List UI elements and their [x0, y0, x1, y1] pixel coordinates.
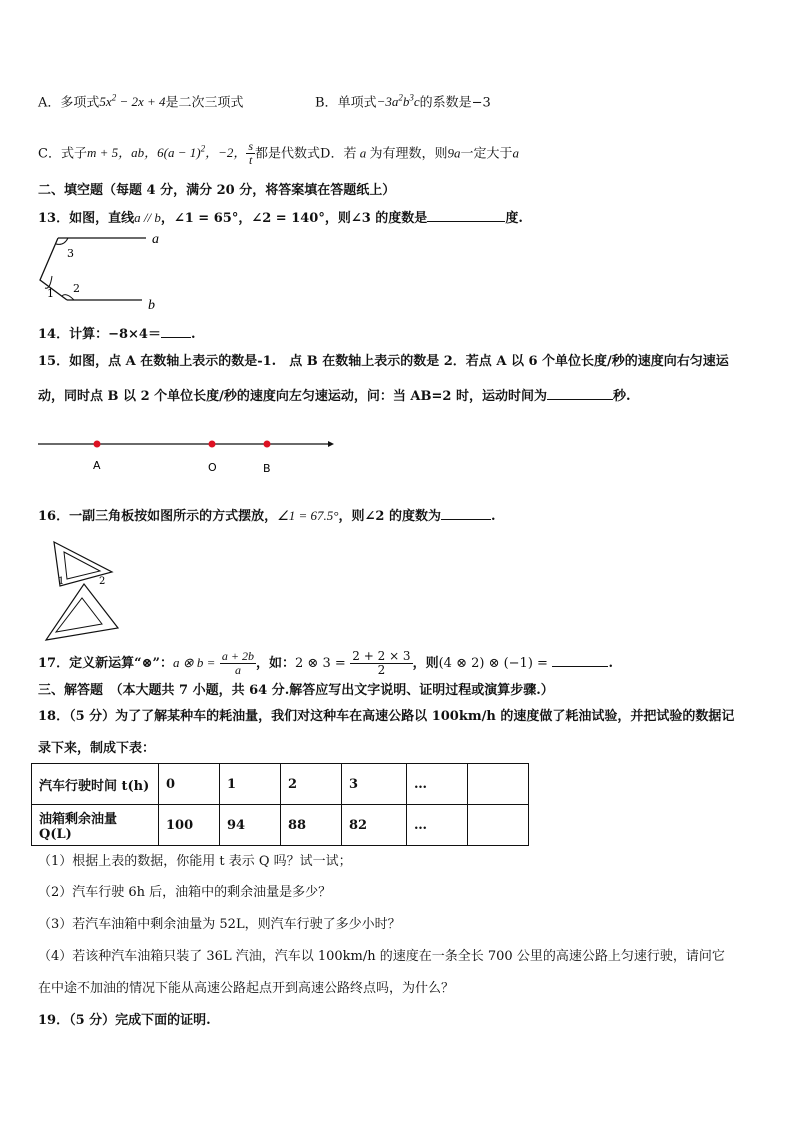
- label-1: 1: [47, 287, 54, 300]
- question-18-sub-4-line-2: 在中途不加油的情况下能从高速公路起点开到高速公路终点吗，为什么？: [38, 981, 455, 996]
- question-18-sub-3: （3）若汽车油箱中剩余油量为 52L，则汽车行驶了多少小时？: [38, 917, 401, 932]
- expr-list: m + 5，ab，$6(a - 1)^2$，−2，: [86, 144, 247, 161]
- parallel-lines-figure: [34, 230, 164, 312]
- label-b: b: [148, 298, 155, 312]
- label-point-a: A: [93, 459, 101, 472]
- label-point-b: B: [263, 462, 271, 475]
- question-18-line-1: 18．（5 分）为了了解某种车的耗油量，我们对这种车在高速公路以 100km/h 的速度做了耗油试验，并把试验的数据记: [38, 709, 735, 724]
- label-angle-2: 2: [99, 576, 106, 587]
- option-a: A．多项式$5x^2 - 2x + 4$是二次三项式: [38, 93, 244, 111]
- point-b: [264, 441, 271, 448]
- table-row: 油箱剩余油量 Q(L) 100 94 88 82 …: [32, 805, 529, 846]
- table-row: 汽车行驶时间 t(h) 0 1 2 3 …: [32, 764, 529, 805]
- label-3: 3: [67, 247, 74, 260]
- question-15-line-1: 15．如图，点 A 在数轴上表示的数是-1. 点 B 在数轴上表示的数是 2．若点 A 以 6 个单位长度/秒的速度向右匀速运: [38, 354, 729, 369]
- section-3-heading: 三、解答题 （本大题共 7 小题，共 64 分.解答应写出文字说明、证明过程或演算步骤.）: [38, 683, 554, 698]
- def-fraction: $\frac{a + 2b}{a}$: [221, 649, 255, 677]
- answer-blank-14[interactable]: [161, 323, 191, 338]
- label-point-o: O: [208, 461, 217, 474]
- section-2-heading: 二、填空题（每题 4 分，满分 20 分，将答案填在答题纸上）: [38, 183, 396, 198]
- label-2: 2: [73, 282, 80, 295]
- axis-arrow: [328, 441, 334, 447]
- answer-blank-16[interactable]: [441, 505, 491, 520]
- answer-blank-15[interactable]: [547, 385, 613, 400]
- number-line: [36, 434, 336, 476]
- point-o: [209, 441, 216, 448]
- option-c-d: C．式子m + 5，ab，$6(a - 1)^2$，−2， $\frac{s}{t}$ 都是代数式D．若 a 为有理数，则9a一定大于a: [38, 139, 520, 168]
- question-16: 16．一副三角板按如图所示的方式摆放，∠1 = 67.5°，则∠2 的度数为 .: [38, 505, 496, 526]
- question-18-sub-4-line-1: （4）若该种汽车油箱只装了 36L 汽油，汽车以 100km/h 的速度在一条全长 700 公里的高速公路上匀速行驶，请问它: [38, 949, 725, 964]
- example-fraction: $\frac{2 + 2 \times 3}{2}$: [352, 649, 411, 677]
- fraction-s-over-t: $\frac{s}{t}$: [248, 139, 254, 168]
- label-a: a: [152, 232, 159, 247]
- option-b: B．单项式$-3a^2b^3c$的系数是−3: [315, 93, 491, 111]
- monomial-expr: $-3a^2b^3c$: [376, 93, 420, 110]
- question-18-line-2: 录下来，制成下表：: [38, 741, 156, 756]
- polynomial-expr: $5x^2 - 2x + 4$: [99, 93, 166, 110]
- answer-blank-17[interactable]: [552, 652, 608, 667]
- point-a: [94, 441, 101, 448]
- question-19: 19．（5 分）完成下面的证明.: [38, 1013, 211, 1028]
- question-14: 14．计算：−8×4＝ .: [38, 323, 196, 344]
- label-angle-1: 1: [58, 576, 65, 587]
- question-17: 17．定义新运算“⊗”：a ⊗ b = $\frac{a + 2b}{a}$ ，如：2 ⊗ 3 = $\frac{2 + 2 \times 3}{2}$ ，则(4 ⊗ 2) ⊗ (−1) = .: [38, 649, 613, 677]
- fuel-data-table: [31, 763, 529, 846]
- question-18-sub-1: （1）根据上表的数据，你能用 t 表示 Q 吗？试一试；: [38, 854, 352, 869]
- question-15-line-2: 动，同时点 B 以 2 个单位长度/秒的速度向左匀速运动，问：当 AB=2 时，运动时间为 秒.: [38, 385, 630, 406]
- question-18-sub-2: （2）汽车行驶 6h 后，油箱中的剩余油量是多少？: [38, 885, 332, 900]
- question-13: 13．如图，直线a // b，∠1 = 65°，∠2 = 140°，则∠3 的度数是 度.: [38, 207, 523, 228]
- triangle-ruler-figure: [42, 538, 122, 650]
- answer-blank-13[interactable]: [427, 207, 505, 222]
